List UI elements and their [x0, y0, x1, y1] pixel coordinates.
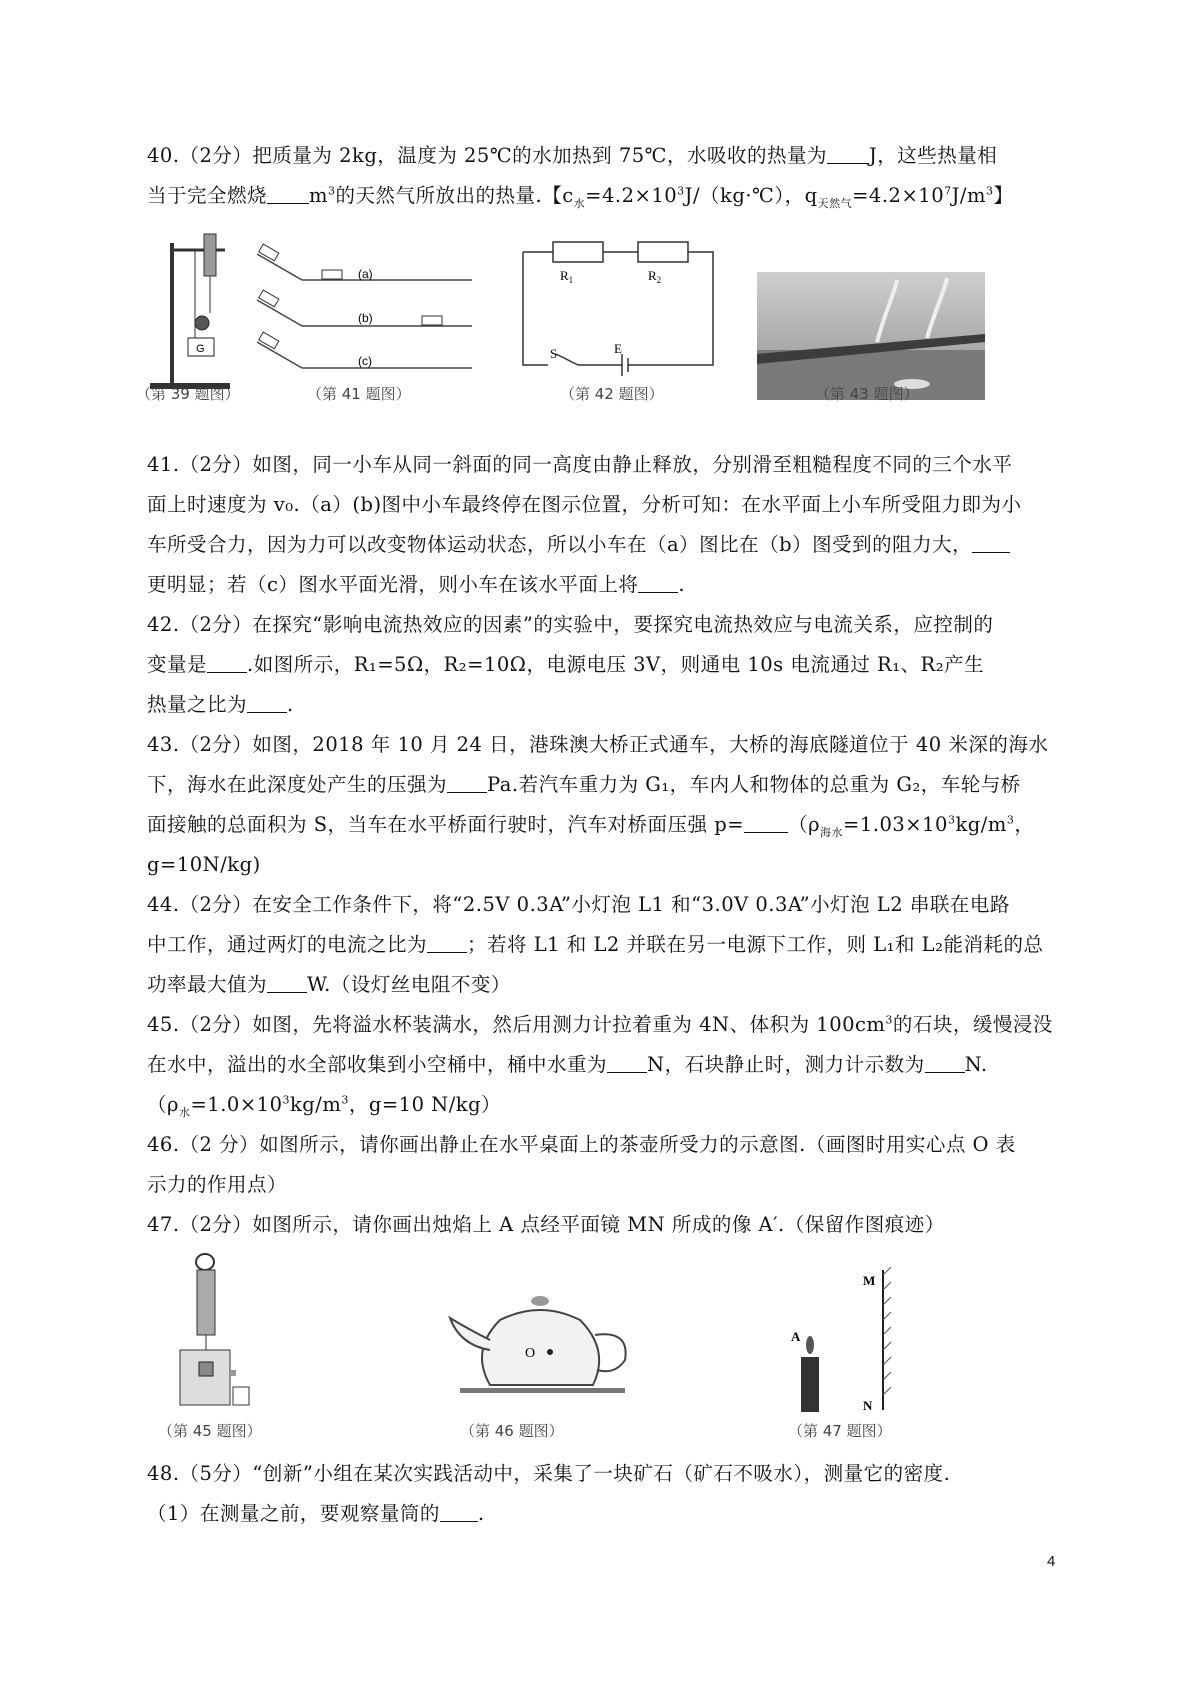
fig-45-overflow-cup: [175, 1252, 255, 1412]
answer-blank[interactable]: [207, 653, 247, 674]
label-r1: $R_1$: [560, 268, 574, 285]
q40-text: J，这些热量相: [868, 144, 998, 167]
subscript: 水: [178, 1105, 191, 1119]
q40-text: 当于完全燃烧: [147, 184, 268, 207]
label-c: (c): [358, 354, 372, 368]
superscript: 3: [677, 184, 685, 198]
superscript: 3: [341, 1093, 349, 1107]
q43-line: ，: [1014, 813, 1035, 836]
q40-text: J/（kg·℃），q: [684, 184, 818, 207]
q40-text: J/m: [951, 184, 986, 207]
q41-line: 41.（2分）如图，同一小车从同一斜面的同一高度由静止释放，分别滑至粗糙程度不同的三个水平: [147, 453, 1013, 476]
q43-line: kg/m: [955, 813, 1007, 836]
question-44: [147, 885, 1072, 1005]
q41-line: 面上时速度为 v₀.（a）(b)图中小车最终停在图示位置，分析可知：在水平面上小车所受阻力即为小: [147, 493, 1022, 516]
label-r2: $R_2$: [648, 268, 662, 285]
q42-line: .如图所示，R₁=5Ω，R₂=10Ω，电源电压 3V，则通电 10s 电流通过 R₁、R₂产生: [247, 653, 985, 676]
answer-blank[interactable]: [427, 933, 467, 954]
q40-text: 40.（2分）把质量为 2kg，温度为 25℃的水加热到 75℃，水吸收的热量为: [147, 144, 827, 167]
q42-line: .: [287, 693, 294, 716]
answer-blank[interactable]: [247, 693, 287, 714]
q45-line: 45.（2分）如图，先将溢水杯装满水，然后用测力计拉着重为 4N、体积为 100cm: [147, 1013, 886, 1036]
question-46: [147, 1125, 1072, 1205]
answer-blank[interactable]: [638, 573, 678, 594]
weight-label: G: [196, 343, 205, 355]
q42-line: 42.（2分）在探究“影响电流热效应的因素”的实验中，要探究电流热效应与电流关系，应控制的: [147, 613, 994, 636]
superscript: 7: [944, 184, 952, 198]
caption-fig-47: （第 47 题图）: [788, 1422, 892, 1440]
answer-blank[interactable]: [267, 973, 307, 994]
superscript: 3: [885, 1013, 893, 1027]
answer-blank[interactable]: [925, 1053, 965, 1074]
answer-blank[interactable]: [447, 773, 487, 794]
question-45: [147, 1005, 1072, 1125]
q45-line: =1.0×10: [190, 1093, 283, 1116]
answer-blank[interactable]: [607, 1053, 647, 1074]
q46-line: 46.（2 分）如图所示，请你画出静止在水平桌面上的茶壶所受力的示意图.（画图时用实心点 O 表: [147, 1133, 1016, 1156]
q45-line: kg/m: [289, 1093, 342, 1116]
question-47: [147, 1205, 1072, 1245]
q42-line: 变量是: [147, 653, 208, 676]
label-switch: S: [550, 346, 558, 361]
caption-fig-39: （第 39 题图）: [136, 385, 240, 403]
q43-line: 43.（2分）如图，2018 年 10 月 24 日，港珠澳大桥正式通车，大桥的海底隧道位于 40 米深的海水: [147, 733, 1049, 756]
q45-line: N.: [964, 1053, 988, 1076]
page-number: 4: [1047, 1553, 1056, 1570]
superscript: 3: [282, 1093, 290, 1107]
question-43: [147, 725, 1072, 885]
fig-46-teapot: [445, 1290, 640, 1410]
q48-line: 48.（5分）“创新”小组在某次实践活动中，采集了一块矿石（矿石不吸水），测量它的密度.: [147, 1462, 951, 1485]
question-40: [147, 136, 1072, 216]
q45-line: 的石块，缓慢浸没: [892, 1013, 1053, 1036]
label-m: M: [863, 1273, 876, 1288]
q42-line: 热量之比为: [147, 693, 248, 716]
superscript: 3: [947, 813, 956, 827]
q45-line: ，g=10 N/kg）: [348, 1093, 502, 1116]
answer-blank[interactable]: [744, 813, 788, 834]
q44-line: 44.（2分）在安全工作条件下，将“2.5V 0.3A”小灯泡 L1 和“3.0V 0.3A”小灯泡 L2 串联在电路: [147, 893, 1010, 916]
label-b: (b): [358, 311, 373, 325]
q43-line: Pa.若汽车重力为 G₁，车内人和物体的总重为 G₂，车轮与桥: [487, 773, 1021, 796]
caption-fig-41: （第 41 题图）: [307, 385, 411, 403]
q45-line: N，石块静止时，测力计示数为: [647, 1053, 925, 1076]
q40-text: =4.2×10: [852, 184, 945, 207]
label-o: O: [525, 1346, 536, 1361]
q41-line: 车所受合力，因为力可以改变物体运动状态，所以小车在（a）图比在（b）图受到的阻力大，: [147, 533, 973, 556]
superscript: 3: [1006, 813, 1015, 827]
q48-line: .: [477, 1502, 485, 1525]
q47-line: 47.（2分）如图所示，请你画出烛焰上 A 点经平面镜 MN 所成的像 A′.（保留作图痕迹）: [147, 1213, 945, 1236]
answer-blank[interactable]: [972, 533, 1010, 554]
label-a: (a): [358, 267, 373, 281]
fig-39-pulley-stand: [140, 228, 250, 398]
subscript: 海水: [820, 825, 844, 839]
q40-text: 】: [993, 184, 1014, 207]
q44-line: 中工作，通过两灯的电流之比为: [147, 933, 428, 956]
subscript: 天然气: [817, 196, 853, 210]
q48-line: （1）在测量之前，要观察量筒的: [147, 1502, 440, 1525]
label-battery: E: [614, 341, 622, 356]
q40-text: =4.2×10: [585, 184, 678, 207]
q44-line: ；若将 L1 和 L2 并联在另一电源下工作，则 L₁和 L₂能消耗的总: [467, 933, 1044, 956]
q43-line: （ρ: [788, 813, 821, 836]
fig-43-bridge-photo: [757, 272, 985, 400]
question-42: [147, 605, 1072, 725]
q43-line: 面接触的总面积为 S，当车在水平桥面行驶时，汽车对桥面压强 p=: [147, 813, 745, 836]
question-41: [147, 445, 1072, 605]
superscript: 3: [328, 184, 336, 198]
label-a-point: A: [791, 1329, 801, 1344]
q45-line: 在水中，溢出的水全部收集到小空桶中，桶中水重为: [147, 1053, 608, 1076]
q43-line: g=10N/kg): [147, 853, 261, 876]
q46-line: 示力的作用点）: [147, 1173, 288, 1196]
label-n: N: [863, 1398, 873, 1413]
fig-47-candle-mirror: [785, 1265, 905, 1415]
subscript: 水: [573, 196, 586, 210]
superscript: 3: [986, 184, 994, 198]
fig-42-circuit: [518, 232, 718, 382]
question-48: [147, 1454, 1072, 1534]
q44-line: W.（设灯丝电阻不变）: [307, 973, 511, 996]
caption-fig-46: （第 46 题图）: [460, 1422, 564, 1440]
caption-fig-45: （第 45 题图）: [158, 1422, 262, 1440]
q40-text: m: [309, 184, 329, 207]
q41-line: .: [678, 573, 686, 596]
q43-line: 下，海水在此深度处产生的压强为: [147, 773, 448, 796]
q43-line: =1.03×10: [843, 813, 948, 836]
q44-line: 功率最大值为: [147, 973, 268, 996]
answer-blank[interactable]: [267, 184, 309, 205]
caption-fig-43: （第 43 题图）: [815, 385, 919, 403]
q45-line: （ρ: [147, 1093, 179, 1116]
q41-line: 更明显；若（c）图水平面光滑，则小车在该水平面上将: [147, 573, 639, 596]
caption-fig-42: （第 42 题图）: [560, 385, 664, 403]
answer-blank[interactable]: [827, 144, 869, 165]
q40-text: 的天然气所放出的热量.【c: [335, 184, 574, 207]
fig-41-inclines: [252, 242, 477, 377]
answer-blank[interactable]: [440, 1502, 478, 1523]
